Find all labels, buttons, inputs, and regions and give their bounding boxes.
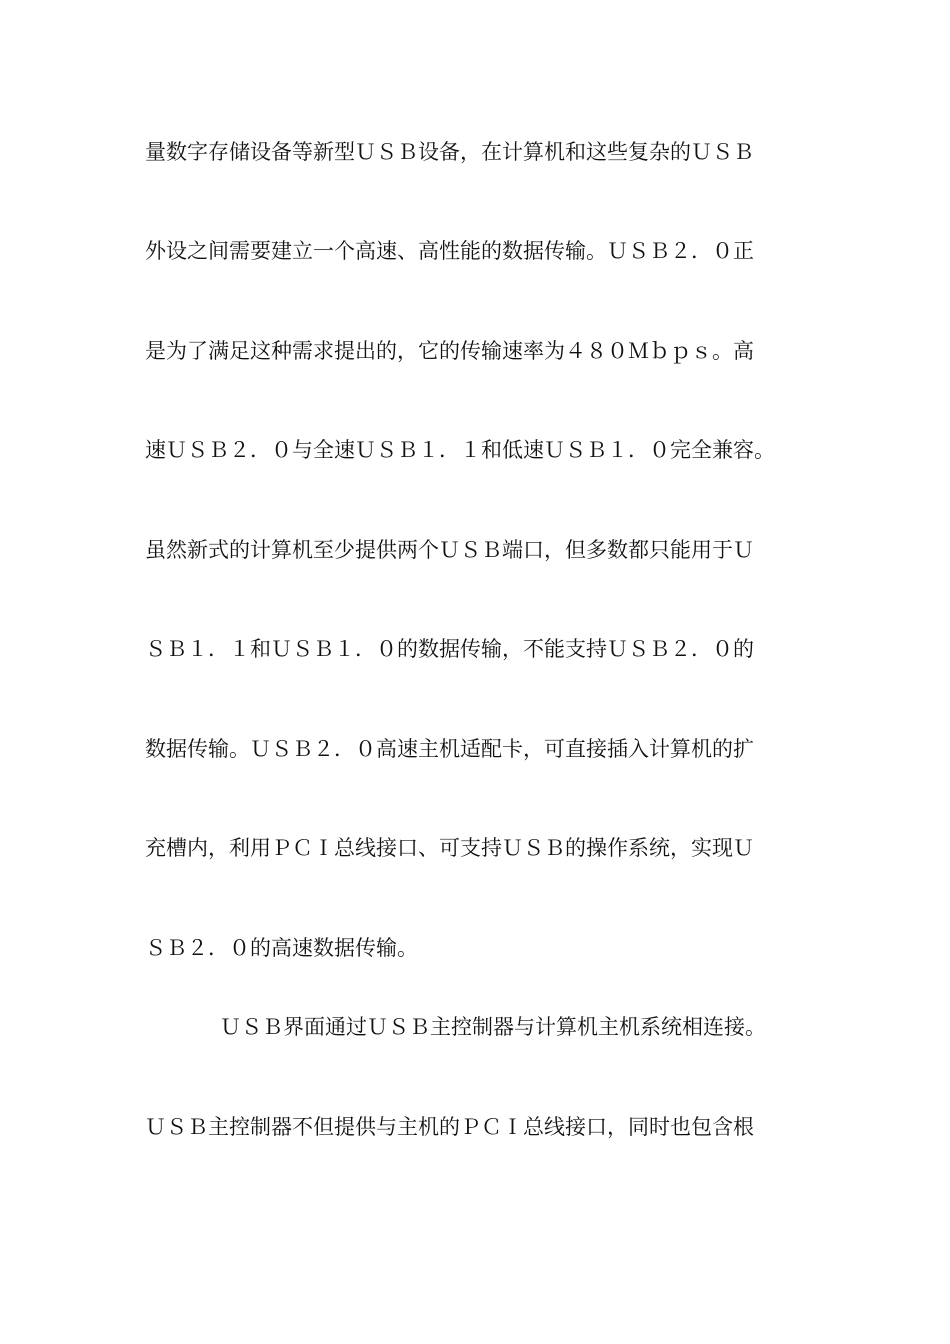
text-line: 是为了满足这种需求提出的，它的传输速率为４８０Ｍｂｐｓ。高	[145, 339, 754, 363]
text-line: 速ＵＳＢ２．０与全速ＵＳＢ１．１和低速ＵＳＢ１．０完全兼容。	[145, 438, 775, 462]
text-line: 虽然新式的计算机至少提供两个ＵＳＢ端口，但多数都只能用于Ｕ	[145, 538, 754, 562]
text-line: 充槽内，利用ＰＣＩ总线接口、可支持ＵＳＢ的操作系统，实现Ｕ	[145, 836, 754, 860]
paragraph-first-line: ＵＳＢ界面通过ＵＳＢ主控制器与计算机主机系统相连接。	[220, 1015, 766, 1039]
text-line: 量数字存储设备等新型ＵＳＢ设备，在计算机和这些复杂的ＵＳＢ	[145, 140, 754, 164]
text-line: ＳＢ２．０的高速数据传输。	[145, 936, 418, 960]
text-line: ＳＢ１．１和ＵＳＢ１．０的数据传输，不能支持ＵＳＢ２．０的	[145, 637, 754, 661]
text-line: ＵＳＢ主控制器不但提供与主机的ＰＣＩ总线接口，同时也包含根	[145, 1115, 754, 1139]
text-line: 数据传输。ＵＳＢ２．０高速主机适配卡，可直接插入计算机的扩	[145, 737, 754, 761]
text-line: 外设之间需要建立一个高速、高性能的数据传输。ＵＳＢ２．０正	[145, 239, 754, 263]
